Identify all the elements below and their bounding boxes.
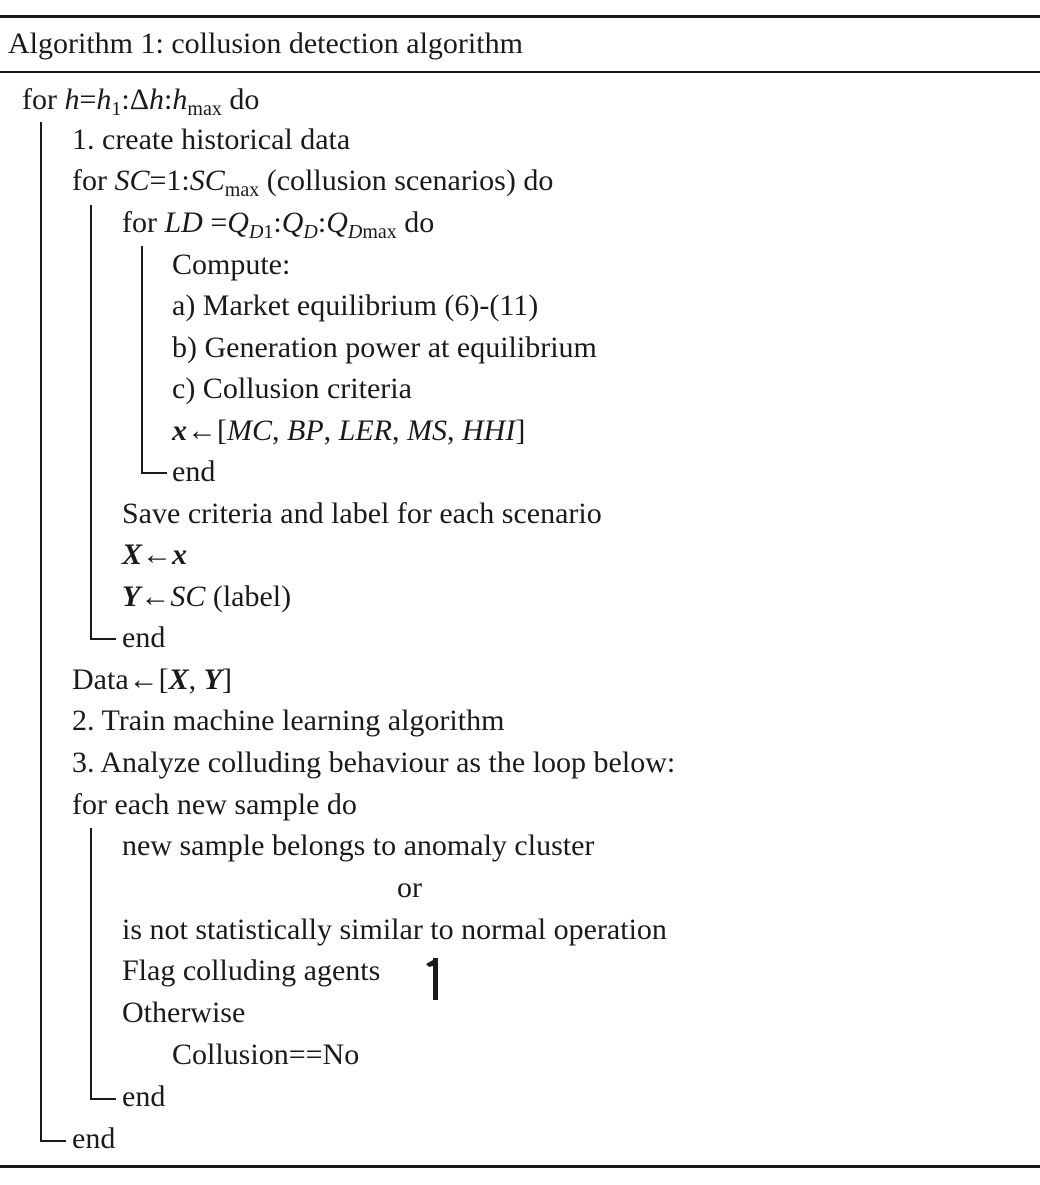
collusion-no-line: Collusion==No	[172, 1038, 360, 1071]
equals: =	[79, 83, 97, 116]
compute-c-line: c) Collusion criteria	[172, 372, 412, 405]
sc-var: SC	[170, 580, 206, 613]
sample-loop-foot	[90, 1098, 116, 1100]
separator: ,	[392, 414, 407, 447]
sc-max-base: SC	[189, 164, 225, 197]
dh-var: h	[149, 83, 165, 116]
assign-arrow: ←	[142, 538, 173, 571]
qmax-sub	[348, 221, 397, 243]
hmax-sub: max	[187, 98, 222, 120]
otherwise-line: Otherwise	[122, 996, 246, 1029]
compute-a-line: a) Market equilibrium (6)-(11)	[172, 289, 539, 322]
outer-for-line	[22, 80, 259, 120]
q-base: Q	[281, 206, 304, 239]
ld-eq: =	[202, 206, 228, 239]
X-matrix: X	[168, 663, 189, 696]
step2-line: 2. Train machine learning algorithm	[72, 704, 505, 737]
for-keyword: for	[122, 206, 165, 239]
close-bracket: ]	[515, 414, 526, 447]
q-sub	[303, 221, 317, 243]
q1-sub	[249, 221, 273, 243]
outer-loop-bar	[40, 122, 42, 1140]
h1-sub: 1	[111, 98, 122, 120]
step3-line: 3. Analyze colluding behaviour as the loop below:	[72, 746, 676, 779]
X-assign-line	[122, 535, 187, 575]
ld-end-line: end	[172, 455, 216, 488]
compute-line: Compute:	[172, 248, 291, 281]
ld-for-line	[122, 203, 434, 243]
qmax-sub-d: D	[347, 221, 363, 243]
separator: ,	[323, 414, 339, 447]
colon: :	[273, 206, 282, 239]
compute-b-line: b) Generation power at equilibrium	[172, 331, 597, 364]
q1-sub-1: 1	[263, 221, 274, 243]
do-keyword: do	[396, 206, 435, 239]
bp-var: BP	[287, 414, 324, 447]
separator: ,	[447, 414, 462, 447]
top-rule	[0, 15, 1040, 18]
sample-loop-bar	[90, 828, 92, 1098]
X-matrix: X	[122, 538, 143, 571]
do-keyword: do	[221, 83, 260, 116]
algorithm-title: Algorithm 1: collusion detection algorithm	[8, 27, 523, 60]
assign-arrow: ←[	[187, 414, 227, 447]
or-line: or	[397, 871, 422, 904]
Y-vector: Y	[122, 580, 141, 613]
ld-loop-bar	[141, 246, 143, 472]
pilcrow-icon	[424, 954, 444, 1002]
step1-line: 1. create historical data	[72, 123, 351, 156]
q-sub-d: D	[303, 221, 318, 243]
colon-delta: :Δ	[121, 83, 150, 116]
sc-var: SC	[114, 164, 150, 197]
colon: :	[317, 206, 327, 239]
ld-loop-foot	[141, 472, 167, 474]
outer-loop-foot	[40, 1140, 66, 1142]
hmax-base: h	[172, 83, 188, 116]
assign-arrow: ←	[140, 580, 171, 613]
colon: :	[164, 83, 173, 116]
ler-var: LER	[338, 414, 392, 447]
sc-for-line	[72, 161, 553, 201]
qmax-base: Q	[326, 206, 348, 239]
sc-max-sub: max	[224, 179, 260, 201]
qmax-sub-max: max	[362, 221, 397, 243]
Y-assign-line	[122, 577, 291, 617]
sc-eq: =1:	[149, 164, 190, 197]
label-note: (label)	[205, 580, 292, 613]
x-assign-line	[172, 411, 525, 451]
x-vector: x	[172, 538, 188, 571]
sample-for-line: for each new sample do	[72, 788, 357, 821]
sample-end-line: end	[122, 1080, 166, 1113]
title-rule	[0, 71, 1040, 73]
not-similar-line: is not statistically similar to normal operation	[122, 913, 667, 946]
for-keyword: for	[22, 83, 57, 116]
h1-base: h	[96, 83, 112, 116]
for-keyword: for	[72, 164, 115, 197]
bottom-rule	[0, 1165, 1040, 1168]
data-prefix: Data←[	[72, 663, 169, 696]
ld-var: LD	[164, 206, 203, 239]
save-criteria-line: Save criteria and label for each scenario	[122, 497, 602, 530]
sc-loop-foot	[90, 638, 116, 640]
q1-sub-d: D	[248, 221, 264, 243]
data-assign-line	[72, 660, 232, 700]
separator: ,	[188, 663, 204, 696]
flag-line: Flag colluding agents	[122, 954, 381, 987]
sc-rest: (collusion scenarios) do	[259, 164, 554, 197]
sc-end-line: end	[122, 621, 166, 654]
close-bracket: ]	[221, 663, 232, 696]
anomaly-line: new sample belongs to anomaly cluster	[122, 829, 595, 862]
mc-var: MC	[227, 414, 272, 447]
Y-vector: Y	[203, 663, 222, 696]
h-var: h	[64, 83, 80, 116]
hhi-var: HHI	[462, 414, 516, 447]
outer-end-line: end	[72, 1122, 116, 1155]
separator: ,	[272, 414, 287, 447]
ms-var: MS	[407, 414, 447, 447]
x-vector: x	[172, 414, 187, 447]
q1-base: Q	[227, 206, 249, 239]
sc-loop-bar	[90, 205, 92, 638]
